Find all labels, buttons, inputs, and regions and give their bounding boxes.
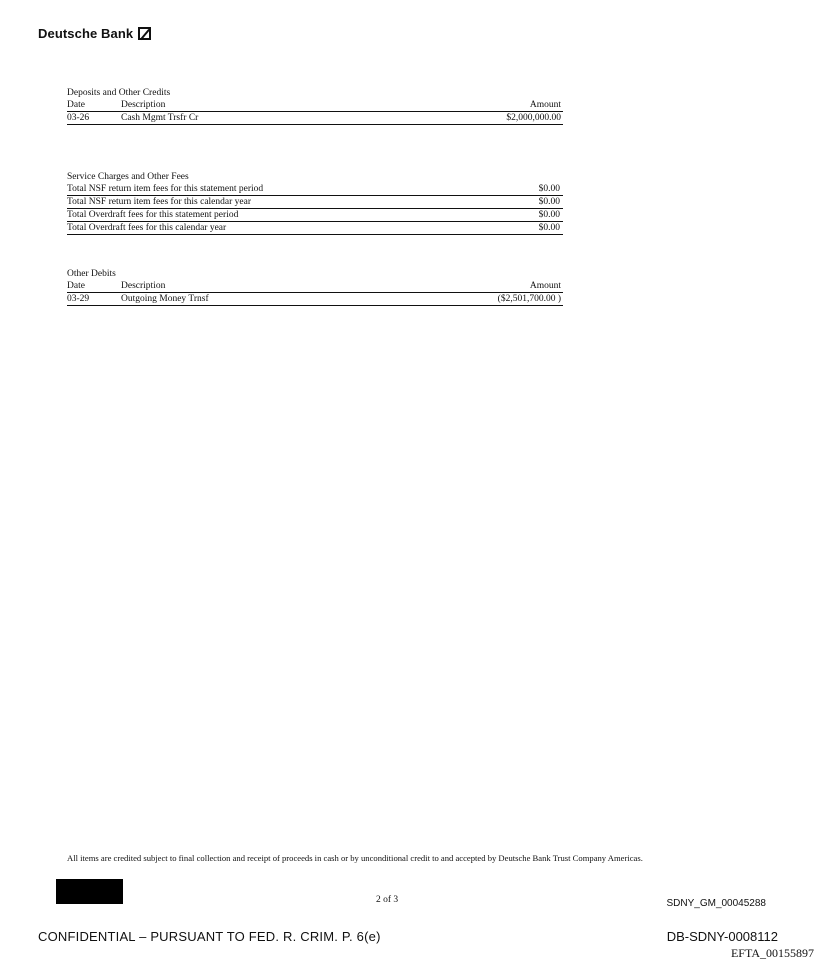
row-date: 03-26 [67,113,90,123]
efta-number: EFTA_00155897 [730,946,814,960]
table-row [67,222,563,235]
debits-section [67,268,563,306]
bates-number-secondary: DB-SDNY-0008112 [666,929,778,944]
debits-header-row [67,280,563,293]
column-header-amount: Amount [529,100,561,110]
service-charges-title: Service Charges and Other Fees [67,172,189,182]
fee-label: Total NSF return item fees for this calendar year [67,197,251,207]
row-amount: $2,000,000.00 [506,113,561,123]
table-row [67,293,563,306]
table-row [67,209,563,222]
confidential-notice: CONFIDENTIAL – PURSUANT TO FED. R. CRIM. P. 6(e) [38,929,381,944]
row-date: 03-29 [67,294,90,304]
column-header-date: Date [67,281,85,291]
brand-name: Deutsche Bank [38,26,134,41]
deposits-header-row [67,99,563,112]
table-row [67,183,563,196]
debits-title: Other Debits [67,269,116,279]
row-description: Outgoing Money Trnsf [121,294,209,304]
row-amount: ($2,501,700.00 ) [497,294,561,304]
fee-value: $0.00 [538,210,560,220]
column-header-amount: Amount [529,281,561,291]
redaction-block [56,879,123,904]
row-description: Cash Mgmt Trsfr Cr [121,113,199,123]
fee-label: Total Overdraft fees for this statement period [67,210,239,220]
fee-value: $0.00 [538,223,560,233]
table-row [67,112,563,125]
fee-value: $0.00 [538,184,560,194]
footer-note: All items are credited subject to final collection and receipt of proceeds in cash or by unconditional credit to and accepted by Deutsche Bank Trust Company Americas. [67,853,643,863]
column-header-description: Description [121,281,166,291]
fee-label: Total Overdraft fees for this calendar year [67,223,227,233]
page-number: 2 of 3 [376,895,399,905]
deposits-section [67,87,563,125]
deutsche-bank-slash-square-icon [138,27,151,40]
fee-value: $0.00 [538,197,560,207]
column-header-description: Description [121,100,166,110]
bank-logo [38,26,151,41]
service-charges-section [67,171,563,235]
fee-label: Total NSF return item fees for this statement period [67,184,264,194]
deposits-title: Deposits and Other Credits [67,88,171,98]
table-row [67,196,563,209]
bates-number-primary: SDNY_GM_00045288 [666,898,766,909]
column-header-date: Date [67,100,85,110]
